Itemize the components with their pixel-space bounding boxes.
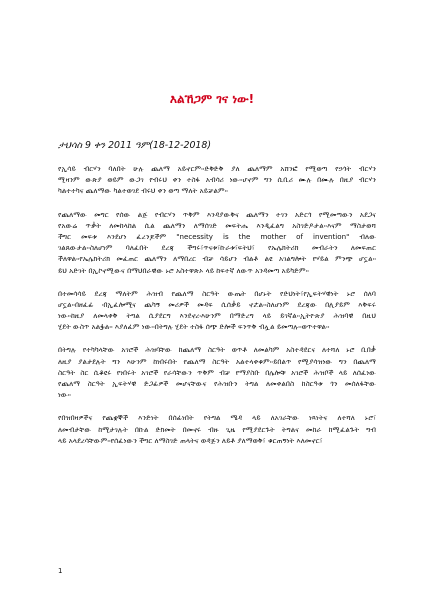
paragraph-line: የኢሳይ ብርሃን ባለበት ሁሉ ጨለማ አይኖርም፡፡ድቅድቅ ያለ ጨለማም አሸንፎ የሚወጣ የኃጎት ብርሃን — [58, 164, 376, 173]
paragraph-line: የጨለማ ስርዓት ኢፍትሃዊ ድጋፊዎች መሆናቸውና የሕዝቡን ትግል ለመቀልበስ ከስርዓቱ ጎን መሰለፋቸው — [58, 379, 376, 388]
paragraph-line: በተመሳሳይ ደረጃ ማለትም ሕዝብ የጨለማ ስርዓት ውጤት በሆኑት የድህነት፣የኢፍትሃዊነት ኑሮ ሰለባ — [58, 288, 376, 298]
paragraph-line: ሚዛንም ውጽያ ወይም ውጋገ የብሩህ ቀን ተስፋ አብሳሪ ነው፡፡ሆኖም ግን ሲቢሪ ሙሉ በሙሉ በዚያ ብርሃን — [58, 175, 376, 185]
document-body — [58, 163, 376, 458]
paragraph-line: የጨለማው መግር የሰው ልጅ የብርሃን ጥቅም እንዳያውቅና ጨለማን ተገን አድርጎ የሚመጣውን አደጋና — [58, 209, 376, 219]
paragraph-line: በትግሉ የተካካላቸው አገሮች ሕዝባቸው ከጨለማ ስርዓት ወጥቶ ለመልካም አስተዳደርና ለተሻለ ኑሮ ቢበቃ — [58, 345, 376, 355]
paragraph-line: ስርዓት ስር ሲቆዩሩ የነበሩት አገሮች የራሳቸውን ጥቅም ብቻ የማያስቡ በሌሎቹ አገሮች ሕዝቦች ላይ ለሰፈነው — [58, 367, 376, 377]
paragraph — [58, 288, 376, 333]
page-number: 1 — [58, 567, 63, 575]
paragraph-line: ለዚያ ያልታደሉት ግን እሁንም ከነበሩበት የጨለማ ስርዓት አልተላቀቁም፡፡ይበልጥ የሚያሳዝነው ግን በጨለማ — [58, 356, 376, 366]
paragraph-line: ለመብታቸው ከሚታገሉት በኩል ድክመት በመኖሩ ብዙ ጊዜ የሚያደርጉት ትግልና መከራ ከሚፈልጉት ግብ — [58, 424, 376, 434]
paragraph-line: ላይ አላደረሳቸውም፡፡የሰፈነውን ችግር ለማስገድ ጠላትና ወዳጅን ለይቶ ያለማወቅ፣ ቁርጠኝነት እለመኖር፣ — [58, 435, 323, 445]
paragraph — [58, 209, 376, 276]
paragraph-line: ነው፡፡ — [58, 390, 71, 400]
paragraph-line: ገልጸውታል፡፡ስለሆነም ባለፈበት ደረጃ ችግሩ፣ጥናቱ፣ኩራቱ፣ፍትህ፣ የኤሌክትሪክ መብራትን ለመፍጠር — [58, 243, 376, 253]
paragraph-line: ይህ አድገት በኢኮኖሚውና በማህበራዊው ኑሮ አስተዋጽኦ ላይ ከፍተኛ ለውጥ አንዳመጣ አይካድም፡፡ — [58, 265, 309, 275]
paragraph — [58, 344, 376, 400]
paragraph-line: ችግር መፍቱ እንደሆነ ፈረንጆችም "necessity is the mother of invention" ብለው — [58, 231, 376, 241]
document-title: እልኸጋም ገና ነው! — [169, 92, 255, 106]
paragraph-line: የበዝበዛዎችና የጨቋኞች እንድነት በሰፊነበት የትግል ሜዳ ላይ ለአገራቸው ነጻነትና ለተሻለ ኑሮ፣ — [58, 413, 376, 423]
document-date: ታህሳስ 9 ቀን 2011 ዓም(18-12-2018) — [58, 140, 211, 151]
paragraph-line: ካልተተካና ጨለማው ካልተወገደ ብሩህ ቀን ወጣ ማለት አይቻልም፡፡ — [58, 186, 228, 196]
paragraph — [58, 412, 376, 446]
paragraph-line: ችለዋል፡፡የኤሌክትሪክ መፈጠር ጨለማን ለማበረር ብቻ ሳይሆን ብልቶ ልዩ አገልግሎት የሃይል ምንጭ ሆኗል፡፡ — [58, 254, 376, 264]
paragraph-line: የአውሬ ጥቃት ለመከላከል ሲል ጨለማን ለማሰገድ መፍትሔ እንዲፈልግ አስገድዶታል፡፡እናም ማስታወሻ — [58, 220, 376, 230]
paragraph-line: ነው፡፡ከዚያ ለመላቀቅ ትግል ሲያደርግ እንደኖረ፡እሁንም በማድረግ ላይ ይገኛል፡፡ኢትዮጵያ ሕዝባዊ በዚህ — [58, 311, 376, 321]
paragraph-line: ሂደት ውስጥ አልፏል፡፡ እያለፈም ነው፡፡በትግሉ ሂደት ተስፋ ሰጭ ድሎች ፍንጥቅ ብሏል ይመጣሉ፡፡ወጥተዋል፡፡ — [58, 322, 330, 332]
paragraph — [58, 163, 376, 197]
paragraph-line: ሆኗል፡፡በዘፈፊ ፡በኢፈሎሚና ጨካኝ መሪዎች መዳፍ ሲሰቃይ ኖሯል፡፡ስለሆነም ደረጃው በሊያይም እቅፍሩ — [58, 299, 376, 309]
